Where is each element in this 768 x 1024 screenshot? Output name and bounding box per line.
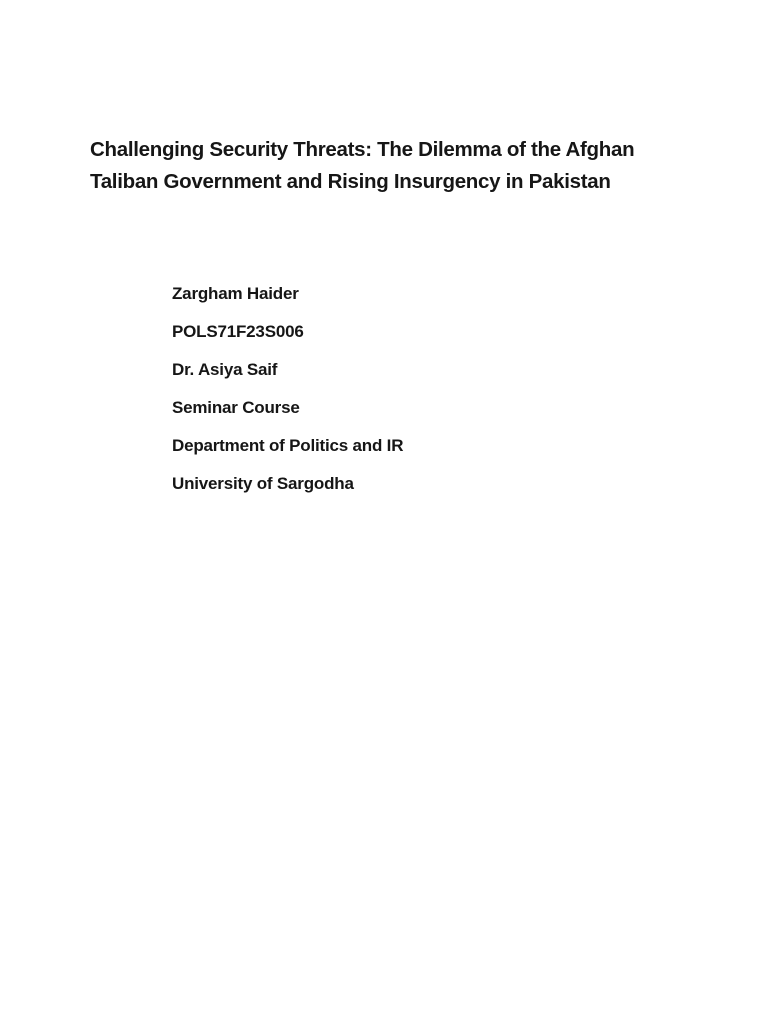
- student-id: POLS71F23S006: [172, 322, 304, 341]
- course-name: Seminar Course: [172, 398, 300, 417]
- document-title-line-1: Challenging Security Threats: The Dilemma of the Afghan: [90, 138, 635, 161]
- university-name: University of Sargodha: [172, 474, 354, 493]
- title-page-details: [172, 284, 403, 512]
- department-name: Department of Politics and IR: [172, 436, 404, 455]
- document-title: [90, 134, 690, 198]
- supervisor-name: Dr. Asiya Saif: [172, 360, 278, 379]
- document-title-line-2: Taliban Government and Rising Insurgency in Pakistan: [90, 170, 611, 193]
- author-name: Zargham Haider: [172, 284, 299, 303]
